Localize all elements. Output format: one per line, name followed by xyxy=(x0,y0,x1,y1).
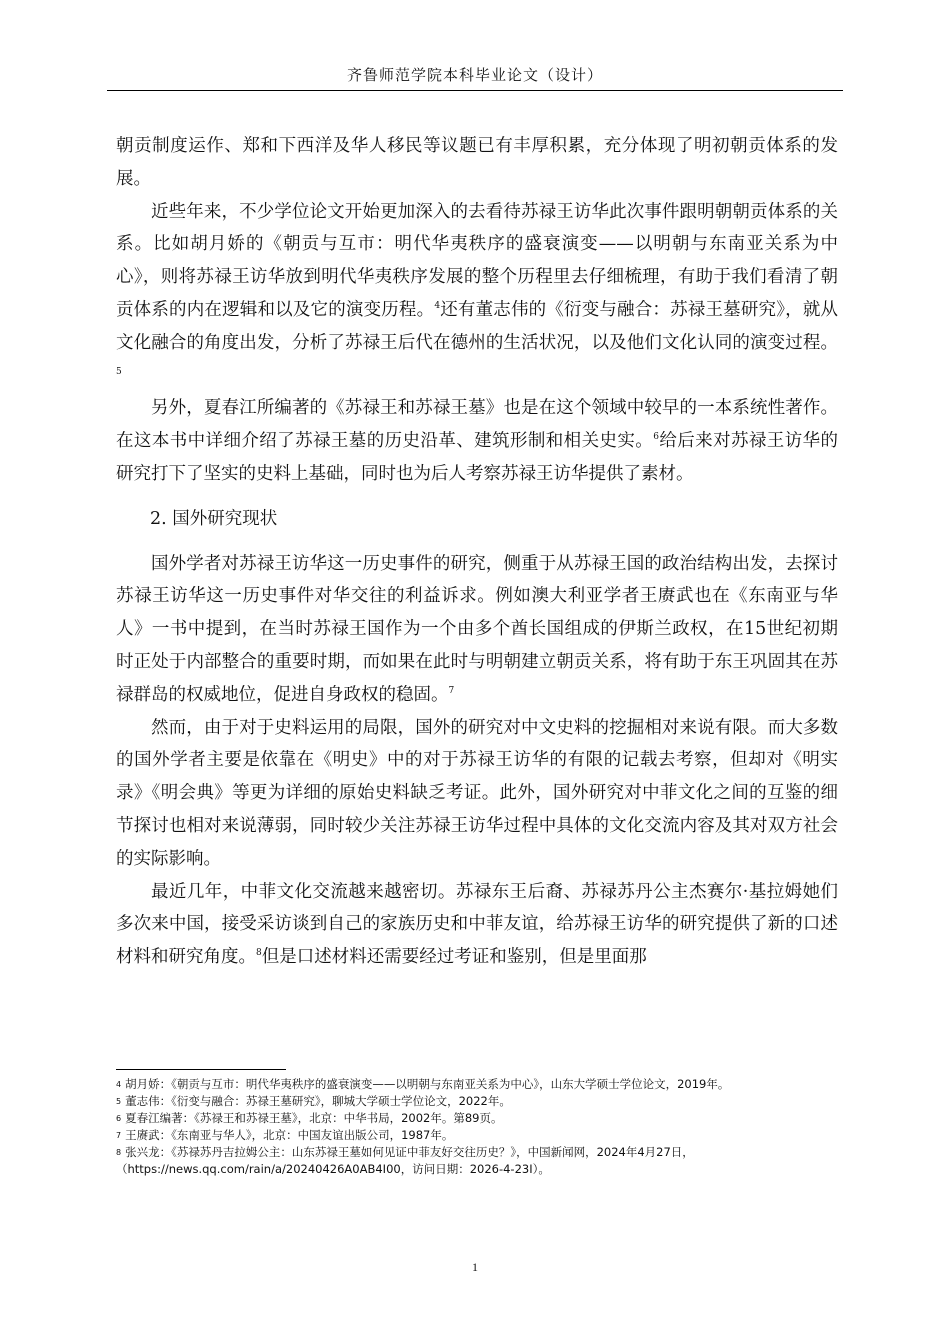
footnote-ref-4[interactable]: 4 xyxy=(434,300,441,311)
footnote-ref-5[interactable]: 5 xyxy=(116,366,122,377)
footnote-ref-8[interactable]: 8 xyxy=(256,948,262,959)
footnote-ref-7[interactable]: 7 xyxy=(448,685,455,696)
paragraph-5: 然而，由于对于史料运用的局限，国外的研究对中文史料的挖掘相对来说有限。而大多数的国外学者主要是依靠在《明史》中的对于苏禄王访华的有限的记载去考察，但却对《明实录》《明会典》等更为详细的原始史料缺乏考证。此外，国外研究对中菲文化之间的互鉴的细节探讨也相对来说薄弱，同时较少关注苏禄王访华过程中具体的文化交流内容及其对双方社会的实际影响。 xyxy=(116,717,838,869)
footnote-item: $^5$ 董志伟：《衍变与融合：苏禄王墓研究》，聊城大学硕士学位论文，2022年。 xyxy=(116,1094,511,1108)
paragraph-2: 近些年来，不少学位论文开始更加深入的去看待苏禄王访华此次事件跟明朝朝贡体系的关系。比如胡月娇的《朝贡与互市：明代华夷秩序的盛衰演变——以明朝与东南亚关系为中心》，则将苏禄王访华放到明代华夷秩序发展的整个历程里去仔细梳理，有助于我们看清了朝贡体系的内在逻辑和以及它的演变历程。$^4$还有董志伟的《衍变与融合：苏禄王墓研究》，就从文化融合的角度出发，分析了苏禄王后代在德州的生活状况，以及他们文化认同的演变过程。$^5$ xyxy=(116,201,839,377)
header-title: 齐鲁师范学院本科毕业论文（设计） xyxy=(346,66,603,84)
document-body xyxy=(116,130,838,974)
paragraph-4: 国外学者对苏禄王访华这一历史事件的研究，侧重于从苏禄王国的政治结构出发，去探讨苏禄王访华这一历史事件对华交往的利益诉求。例如澳大利亚学者王赓武也在《东南亚与华人》一书中提到，在当时苏禄王国作为一个由多个酋长国组成的伊斯兰政权，在15世纪初期时正处于内部整合的重要时期，而如果在此时与明朝建立朝贡关系，将有助于东王巩固其在苏禄群岛的权威地位，促进自身政权的稳固。$^7$ xyxy=(116,553,838,705)
footnote-item: $^4$ 胡月娇：《朝贡与互市：明代华夷秩序的盛衰演变——以明朝与东南亚关系为中心》，山东大学硕士学位论文，2019年。 xyxy=(116,1077,730,1091)
page-header xyxy=(107,60,843,91)
paragraph-1: 朝贡制度运作、郑和下西洋及华人移民等议题已有丰厚积累，充分体现了明初朝贡体系的发展。 xyxy=(116,136,838,189)
footnote-item: $^6$ 夏春江编著：《苏禄王和苏禄王墓》，北京：中华书局，2002年。第89页。 xyxy=(116,1111,503,1125)
paragraph-6: 最近几年，中菲文化交流越来越密切。苏禄东王后裔、苏禄苏丹公主杰赛尔·基拉姆她们多次来中国，接受采访谈到自己的家族历史和中菲友谊，给苏禄王访华的研究提供了新的口述材料和研究角度。$^8$但是口述材料还需要经过考证和鉴别，但是里面那 xyxy=(116,881,838,968)
section-heading: 2. 国外研究现状 xyxy=(150,508,278,529)
footnotes xyxy=(116,1076,838,1178)
footnote-ref-6[interactable]: 6 xyxy=(653,432,659,443)
footnote-separator xyxy=(116,1069,286,1070)
paragraph-3: 另外，夏春江所编著的《苏禄王和苏禄王墓》也是在这个领域中较早的一本系统性著作。在这本书中详细介绍了苏禄王墓的历史沿革、建筑形制和相关史实。$^6$给后来对苏禄王访华的研究打下了坚实的史料上基础，同时也为后人考察苏禄王访华提供了素材。 xyxy=(116,398,839,484)
page-number: 1 xyxy=(472,1260,478,1274)
footnote-item: $^8$ 张兴龙：《苏禄苏丹吉拉姆公主：山东苏禄王墓如何见证中菲友好交往历史？》，中国新闻网，2024年4月27日，（https://news.qq.com/rain/a/20240426A0AB4I00，访问日期：2026-4-23I）。 xyxy=(116,1145,694,1176)
footnote-item: $^7$ 王赓武：《东南亚与华人》，北京：中国友谊出版公司，1987年。 xyxy=(116,1128,454,1142)
